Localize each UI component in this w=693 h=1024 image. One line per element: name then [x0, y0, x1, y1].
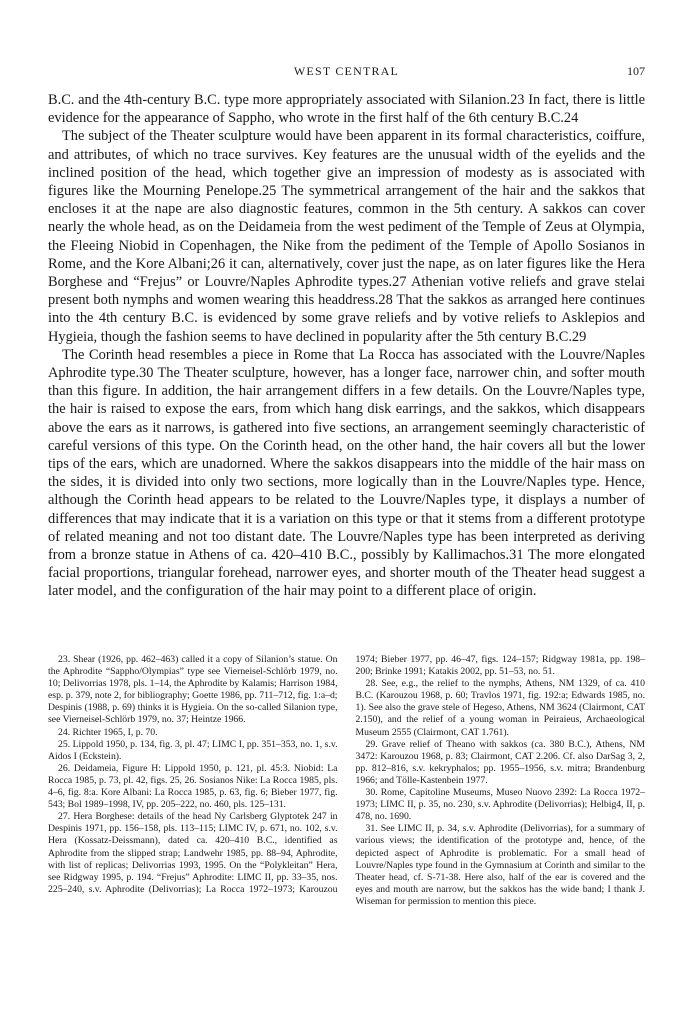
page-number: 107 [627, 64, 645, 78]
footnote: 25. Lippold 1950, p. 134, fig. 3, pl. 47; LIMC I, pp. 351–353, no. 1, s.v. Aidos I (Eckstein). [48, 738, 338, 762]
running-head: WEST CENTRAL [293, 64, 400, 78]
footnote: 26. Deidameia, Figure H: Lippold 1950, p. 121, pl. 45:3. Niobid: La Rocca 1985, p. 73, pl. 42, figs. 25, 26. Sosianos Nike: La Rocca 1985, pls. 4–6, fig. 8:a. Kore Albani: La Rocca 1985, p. 63, fig. 6; Bieber 1977, fig. 543; Bol 1989–1998, IV, pp. 205–222, no. 460, pls. 125–131. [48, 762, 338, 811]
footnote: 23. Shear (1926, pp. 462–463) called it a copy of Silanion’s statue. On the Aphrodite “Sappho/Olympias” type see Vierneisel-Schlörb 1979, no. 10; Delivorrias 1978, pls. 1–14, the Aphrodite by Kalamis; Harrison 1984, esp. p. 379, note 2, for bibliography; Goette 1986, pp. 711–712, fig. 1:a–d; Despinis (1988, p. 69) thinks it is Hygieia. On the so-called Silanion type, see Vierneisel-Schlörb 1979, no. 37; Heintze 1966. [48, 654, 338, 726]
body-paragraph: The subject of the Theater sculpture would have been apparent in its formal characteristics, coiffure, and attributes, of which no trace survives. Key features are the unusual width of the eyelids and the inclined position of the head, which together give an impression of modesty as is associated with figures like the Mourning Penelope.25 The symmetrical arrangement of the hair and the sakkos that encloses it at the nape are also diagnostic features, common in the 5th century. A sakkos can cover nearly the whole head, as on the Deidameia from the west pediment of the Temple of Zeus at Olympia, the Fleeing Niobid in Copenhagen, the Nike from the pediment of the Temple of Apollo Sosianos in Rome, and the Kore Albani;26 it can, alternatively, cover just the nape, as on later figures like the Hera Borghese and “Frejus” or Louvre/Naples Aphrodite types.27 Athenian votive reliefs and grave stelai present both nymphs and women wearing this headdress.28 That the sakkos as arranged here continues into the 4th century B.C. is evidenced by some grave reliefs and by votive reliefs to Asklepios and Hygieia, though the fashion seems to have declined in popularity after the 5th century B.C.29 [48, 128, 645, 345]
footnotes [48, 654, 645, 908]
footnote: 31. See LIMC II, p. 34, s.v. Aphrodite (Delivorrias), for a summary of various views; the identification of the prototype and, hence, of the depicted aspect of Aphrodite is problematic. For a small head of Louvre/Naples type found in the Gymnasium at Corinth and similar to the Theater head, cf. S-71-38. Here also, half of the ear is covered and the eyes and mouth are narrow, but the sakkos has the wide band; I thank J. Wiseman for permission to mention this piece. [355, 823, 645, 907]
footnote: 27. Hera Borghese: details of the head Ny Carlsberg Glyptotek 247 in Despinis 1971, pp. 156–158, pls. 113–115; LIMC IV, p. 671, no. 102, s.v. Hera (Kossatz-Deissmann), dated ca. 420–410 B.C., identified as Aphrodite from the slipped strap; Landwehr 1985, pp. 88–94, Aphrodite, with list of replicas; Delivorrias 1993, 1995. On the “Polykleitan” Hera, see Ridgway 1995, p. 194. “Frejus” Aphrodite: LIMC II, pp. 33–35, nos. 225–240, s.v. Aphrodite (Delivorrias); La Rocca 1972–1973; Karouzou 1974; Bieber 1977, pp. 46–47, figs. 124–157; Ridgway 1981a, pp. 198–200; Brinke 1991; Katakis 2002, pp. 51–53, no. 51. [48, 654, 645, 895]
footnote: 29. Grave relief of Theano with sakkos (ca. 380 B.C.), Athens, NM 3472: Karouzou 1968, p. 83; Clairmont, CAT 2.206. Cf. also DarSag 3, 2, pp. 812–816, s.v. kekryphalos; pp. 1955–1956, s.v. mitra; Brandenburg 1966; and Tölle-Kastenbein 1977. [355, 738, 645, 786]
main-text [48, 91, 645, 601]
footnote: 30. Rome, Capitoline Museums, Museo Nuovo 2392: La Rocca 1972–1973; LIMC II, p. 35, no. 230, s.v. Aphrodite (Delivorrias); Helbig4, II, p. 478, no. 1690. [355, 787, 645, 823]
page-header [48, 64, 645, 80]
body-paragraph: B.C. and the 4th-century B.C. type more appropriately associated with Silanion.23 In fact, there is little evidence for the appearance of Sappho, who wrote in the first half of the 6th century B.C.24 [48, 92, 645, 127]
body-paragraph: The Corinth head resembles a piece in Rome that La Rocca has associated with the Louvre/Naples Aphrodite type.30 The Theater sculpture, however, has a longer face, narrower chin, and softer mouth than this figure. In addition, the hair arrangement differs in a few details. On the Louvre/Naples type, the hair is raised to expose the ears, from which hang disk earrings, and the sakkos, which disappears above the ears as it narrows, is gathered into five sections, an arrangement seemingly characteristic of careful versions of this type. On the Corinth head, on the other hand, the hair covers all but the lower tips of the ears, which are unadorned. Where the sakkos disappears into the middle of the hair mass on the sides, it is divided into only two sections, more logically than in the Louvre/Naples type. Hence, although the Corinth head appears to be related to the Louvre/Naples type, it displays a number of differences that may indicate that it is a variation on this type or that it stems from a different prototype of related meaning and not too distant date. The Louvre/Naples type has been interpreted as deriving from a bronze statue in Athens of ca. 420–410 B.C., possibly by Kallimachos.31 The more elongated facial proportions, triangular forehead, narrower eyes, and shorter mouth of the Theater head suggest a later model, and the configuration of the hair may point to a different place of origin. [48, 346, 645, 600]
footnote: 28. See, e.g., the relief to the nymphs, Athens, NM 1329, of ca. 410 B.C. (Karouzou 1968, p. 60; Travlos 1971, fig. 192:a; Edwards 1985, no. 1). See also the grave stele of Hegeso, Athens, NM 3624 (Clairmont, CAT 2.150), and the relief of a young woman in Peiraieus, Archaeological Museum 2555 (Clairmont, CAT 1.761). [355, 678, 645, 738]
footnote: 24. Richter 1965, I, p. 70. [58, 726, 158, 738]
